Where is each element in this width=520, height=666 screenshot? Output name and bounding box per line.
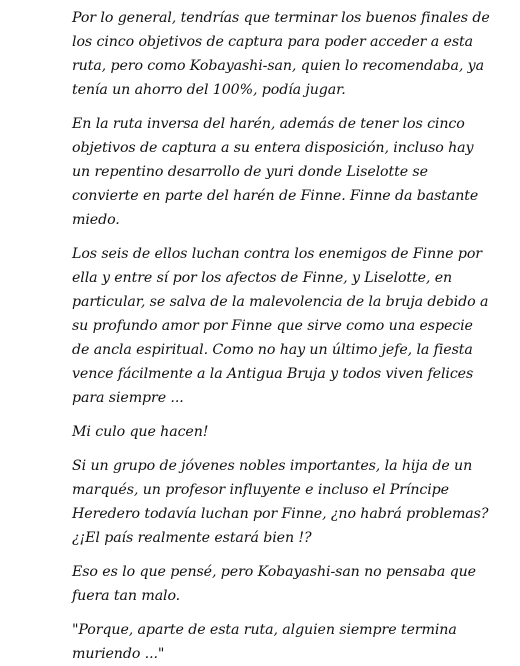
- paragraph-3: Los seis de ellos luchan contra los enemigos de Finne por ella y entre sí por los afectos de Finne, y Liselotte, en particular, se salva de la malevolencia de la bruja debido a su profundo amor por Finne que sirve como una especie de ancla espiritual. Como no hay un último jefe, la fiesta vence fácilmente a la Antigua Bruja y todos viven felices para siempre ...: [72, 246, 489, 406]
- paragraph-2: En la ruta inversa del harén, además de tener los cinco objetivos de captura a su entera disposición, incluso hay un repentino desarrollo de yuri donde Liselotte se convierte en parte del harén de Finne. Finne da bastante miedo.: [72, 116, 479, 228]
- paragraph-1: Por lo general, tendrías que terminar los buenos finales de los cinco objetivos de captura para poder acceder a esta ruta, pero como Kobayashi-san, quien lo recomendaba, ya tenía un ahorro del 100%, podía jugar.: [72, 10, 490, 98]
- paragraph-7: "Porque, aparte de esta ruta, alguien siempre termina muriendo ...": [72, 622, 457, 662]
- paragraph-6: Eso es lo que pensé, pero Kobayashi-san no pensaba que fuera tan malo.: [72, 564, 476, 604]
- paragraph-4: Mi culo que hacen!: [72, 424, 209, 440]
- paragraph-5: Si un grupo de jóvenes nobles importantes, la hija de un marqués, un profesor influyente e incluso el Príncipe Heredero todavía luchan por Finne, ¿no habrá problemas? ¿¡El país realmente estará bien !?: [72, 458, 489, 546]
